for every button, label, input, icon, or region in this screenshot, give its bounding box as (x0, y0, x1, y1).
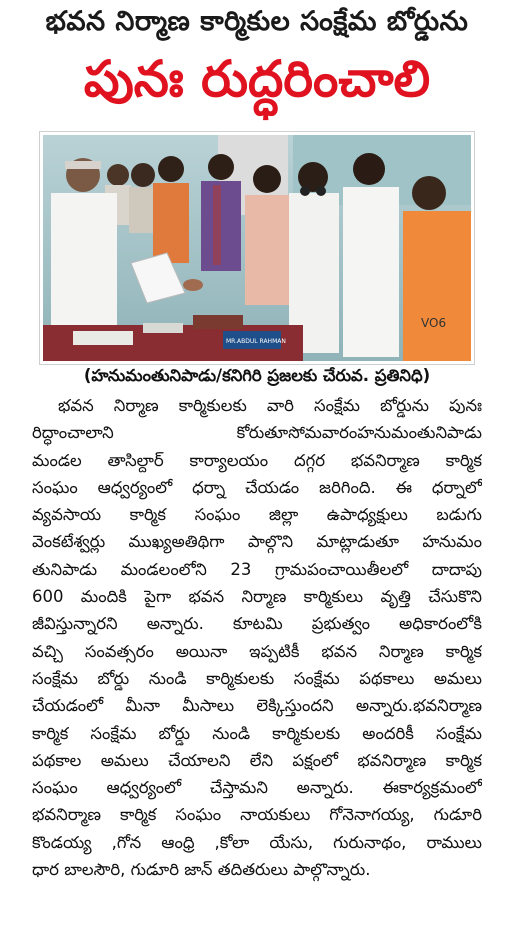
body-line: సంఘం ఆధ్వర్యంలో చేస్తామని అన్నారు. ఈకార్యక్రమంలో (32, 778, 482, 798)
body-line: తునిపాడు మండలంలోని 23 గ్రామపంచాయితీలలో దాదాపు (32, 559, 482, 579)
body-line: మండల తాసిల్దార్ కార్యాలయం దగ్గర భవనిర్మాణ కార్మిక (32, 450, 482, 470)
newspaper-clipping (24, 0, 490, 936)
body-line: వ్యవసాయ కార్మిక సంఘం జిల్లా ఉపాధ్యక్షులు బడుగు (32, 505, 482, 525)
body-line: పథకాల అమలు చేయాలని లేని పక్షంలో భవనిర్మాణ కార్మిక (32, 750, 482, 770)
body-line: కొండయ్య ,గోన ఆంధ్రి ,కోలా యేసు, గురునాథం, రాములు (32, 832, 482, 852)
body-line: కార్మిక సంక్షేమ బోర్డు నుండి కార్మికులకు అందరికీ సంక్షేమ (32, 723, 482, 743)
body-line: భవనిర్మాణ కార్మిక సంఘం నాయకులు గోనెనాగయ్య, గుడూరి (32, 805, 482, 825)
article-body (32, 392, 482, 883)
headline-kicker: భవన నిర్మాణ కార్మికుల సంక్షేమ బోర్డును (45, 6, 469, 37)
body-line: వచ్చి సంవత్సరం అయినా ఇప్పటికీ భవన నిర్మాణ కార్మిక (32, 641, 482, 661)
body-line: చేయడంలో మీనా మీసాలు లెక్కిస్తుందని అన్నారు.భవనిర్మాణ (32, 696, 482, 716)
nameplate-text: MR.ABDUL RAHMAN (226, 338, 286, 345)
body-line: 600 మందికి పైగా భవన నిర్మాణ కార్మికులు వృత్తి చేసుకొని (32, 587, 482, 607)
news-photo (40, 132, 474, 364)
dateline: (హనుమంతునిపాడు/కనిగిరి ప్రజలకు చేరువ. ప్రతినిధి) (83, 366, 431, 385)
body-line: ధార బాలసౌరి, గుడూరి జాన్ తదితరులు పాల్గొన్నారు. (32, 860, 371, 880)
body-line: రిద్ధాంచాలాని కోరుతూసోమవారంహనుమంతునిపాడు (32, 423, 482, 443)
svg-text:VO6: VO6 (421, 316, 447, 330)
body-line: భవన నిర్మాణ కార్మికులకు వారి సంక్షేమ బోర్డును పునః (58, 396, 482, 415)
body-line: వెంకటేశ్వర్లు ముఖ్యఅతిథిగా పాల్గొని మాట్లాడుతూ హనుమం (32, 532, 482, 552)
headline-main: పునః రుద్ధరించాలి (83, 50, 431, 108)
body-line: సంక్షేమ బోర్డు నుండి కార్మికులకు సంక్షేమ పథకాలు అమలు (32, 668, 482, 688)
body-line: సంఘం ఆధ్వర్యంలో ధర్నా చేయడం జరిగింది. ఈ ధర్నాలో (32, 477, 482, 497)
body-line: జీవిస్తున్నారని అన్నారు. కూటమి ప్రభుత్వం అధికారంలోకి (32, 614, 482, 634)
